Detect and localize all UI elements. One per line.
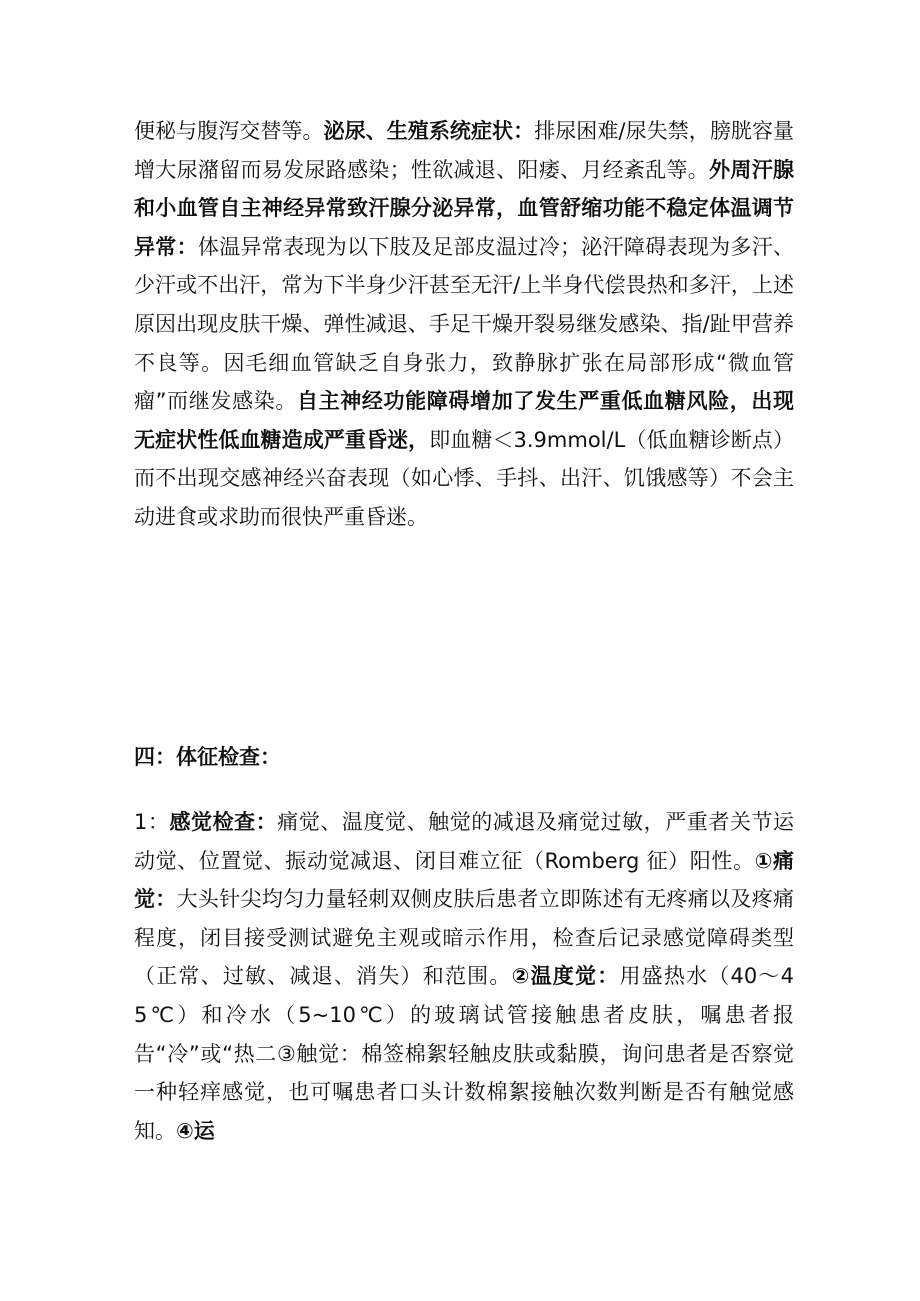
text-run: 用盛热水（40～45℃）和冷水（5~10℃）的玻璃试管接触患者皮肤，嘱患者报告“冷”或“热二 [134,964,794,1066]
bold-term-temperature: ②温度觉： [511,964,620,989]
bold-term-motion: ④运 [176,1118,215,1143]
paragraph-sensory-exam [134,803,794,1150]
bold-term-sweat-gland: 外周汗腺和小血管自主神经异常致汗腺分泌异常，血管舒缩功能不稳定体温调节异常： [134,157,795,259]
text-run: 棉签棉絮轻触皮肤或黏膜，询问患者是否察觉一种轻痒感觉，也可嘱患者口头计数棉絮接触次数判断是否有触觉感知。 [134,1041,795,1143]
text-run: 即血糖＜3.9mmol/L（低血糖诊断点）而不出现交感神经兴奋表现（如心悸、手抖、出汗、饥饿感等）不会主动进食或求助而很快严重昏迷。 [134,427,794,529]
bold-term-urogenital: 泌尿、生殖系统症状： [323,119,535,143]
list-number: 1： [134,810,170,834]
text-run: 便秘与腹泻交替等。 [134,119,324,143]
bold-term-pain: ①痛觉： [134,848,794,912]
paragraph-autonomic-symptoms [134,112,794,537]
text-run: 排尿困难/尿失禁，膀胱容量增大尿潴留而易发尿路感染；性欲减退、阳痿、月经紊乱等。 [134,119,795,182]
bold-term-sensory-exam: 感觉检查： [169,810,278,834]
section-heading: 四：体征检查： [134,745,281,769]
bold-term-hypoglycemia-risk: 自主神经功能障碍增加了发生严重低血糖风险，出现无症状性低血糖造成严重昏迷， [134,389,794,452]
text-run: 大头针尖均匀力量轻刺双侧皮肤后患者立即陈述有无疼痛以及疼痛程度，闭目接受测试避免主观或暗示作用，检查后记录感觉障碍类型（正常、过敏、减退、消失）和范围。 [134,887,795,989]
text-run: 体温异常表现为以下肢及足部皮温过冷；泌汗障碍表现为多汗、少汗或不出汗，常为下半身少汗甚至无汗/上半身代偿畏热和多汗，上述原因出现皮肤干燥、弹性减退、手足干燥开裂易继发感染、指/趾甲营养不良等。因毛细血管缺乏自身张力，致静脉扩张在局部形成“微血管瘤”而继发感染。 [134,234,795,414]
text-run: 痛觉、温度觉、触觉的减退及痛觉过敏，严重者关节运动觉、位置觉、振动觉减退、闭目难立征（Romberg 征）阳性。 [134,810,795,873]
text-run-touch: ③触觉： [276,1041,362,1066]
